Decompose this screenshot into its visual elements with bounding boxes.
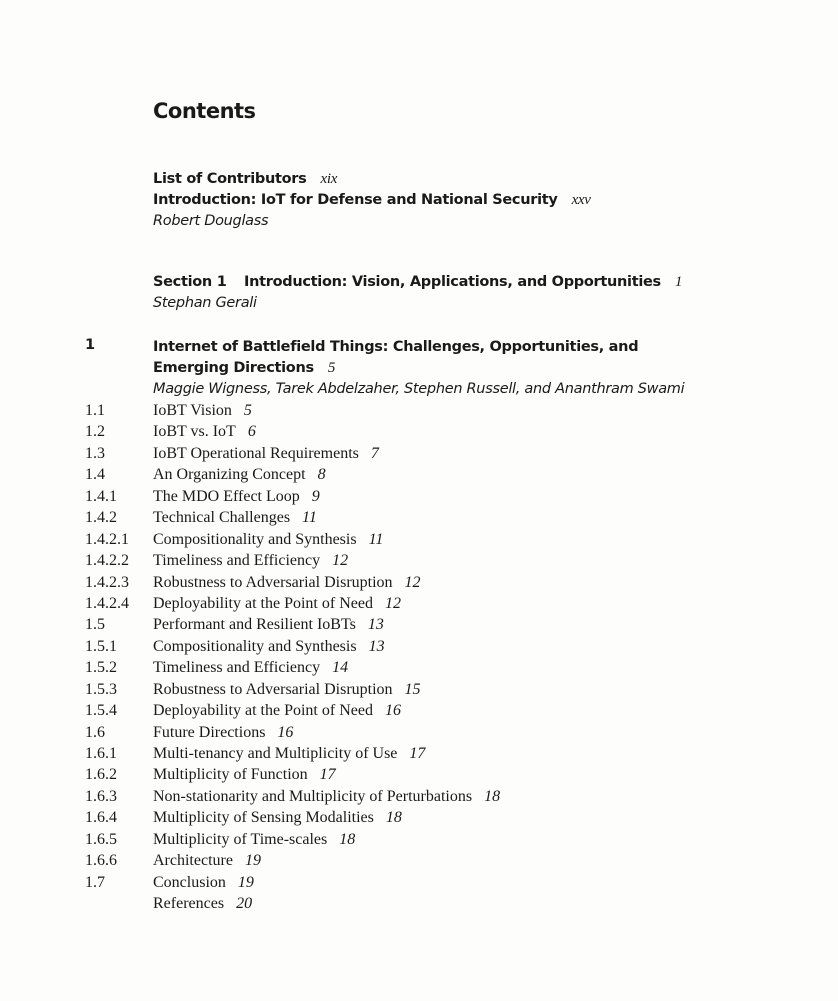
entry-number: 1.4 — [85, 466, 105, 484]
entry-title: Compositionality and Synthesis — [153, 530, 357, 548]
entry-title: Conclusion — [153, 873, 226, 891]
entry-page: 17 — [409, 745, 426, 762]
entry-page: 13 — [368, 637, 385, 655]
entry-title: Timeliness and Efficiency — [153, 552, 321, 570]
section-author: Stephan Gerali — [153, 295, 257, 311]
entry-page: 8 — [317, 466, 326, 484]
entry-title: Future Directions — [153, 723, 266, 741]
entry-title: Compositionality and Synthesis — [153, 637, 357, 655]
entry-title: Multiplicity of Time-scales — [153, 830, 328, 848]
entry-page: 11 — [302, 509, 317, 527]
entry-title: Deployability at the Point of Need — [153, 702, 373, 720]
entry-number: 1.6.6 — [85, 852, 117, 870]
entry-title: Robustness to Adversarial Disruption — [153, 573, 393, 591]
entry-page: 12 — [404, 573, 421, 591]
entry-title: Technical Challenges — [153, 509, 291, 527]
section-page: 1 — [674, 274, 683, 290]
entry-title: Performant and Resilient IoBTs — [153, 616, 356, 634]
entry-title: Multiplicity of Function — [153, 766, 308, 784]
entry-page: 18 — [339, 830, 356, 848]
page-title: Contents — [153, 99, 256, 123]
entry-number: 1.4.2.2 — [85, 552, 129, 570]
entry-title: References — [153, 895, 225, 913]
entry-title: List of Contributors — [153, 171, 307, 187]
entry-title: Robustness to Adversarial Disruption — [153, 680, 393, 698]
entry-page: 16 — [277, 723, 294, 741]
entry-page: 19 — [244, 852, 261, 870]
chapter-title: Internet of Battlefield Things: Challenges, Opportunities, and Emerging Directions — [153, 339, 639, 376]
entry-number: 1.6 — [85, 723, 105, 741]
chapter-heading — [85, 337, 685, 400]
entry-number: 1.6.5 — [85, 830, 117, 848]
front-matter — [153, 169, 591, 232]
entry-page: 5 — [243, 402, 252, 419]
entry-number: 1.2 — [85, 423, 105, 441]
entry-number: 1.1 — [85, 402, 105, 419]
entry-author: Robert Douglass — [153, 213, 269, 229]
section-label: Section 1 — [153, 274, 227, 290]
entry-page: 14 — [332, 659, 349, 677]
entry-number: 1.5.4 — [85, 702, 117, 720]
entry-page: 6 — [247, 423, 256, 441]
entry-page: 12 — [332, 552, 349, 570]
entry-number: 1.4.2.4 — [85, 594, 129, 612]
toc-entry-chapter-1[interactable] — [153, 337, 673, 379]
section-heading — [153, 272, 682, 314]
entry-page: 7 — [370, 444, 379, 462]
toc-entry-section-1[interactable] — [153, 272, 682, 293]
entry-title: The MDO Effect Loop — [153, 487, 300, 505]
entry-page: 15 — [404, 680, 421, 698]
entry-title: IoBT vs. IoT — [153, 423, 236, 441]
entry-number: 1.4.1 — [85, 487, 117, 505]
entry-title: IoBT Operational Requirements — [153, 444, 359, 462]
entry-title: Architecture — [153, 852, 233, 870]
entry-number: 1.6.2 — [85, 766, 117, 784]
entry-number: 1.5.1 — [85, 637, 117, 655]
entry-number: 1.6.1 — [85, 745, 117, 762]
entry-page: xxv — [571, 192, 591, 208]
entry-number: 1.5.2 — [85, 659, 117, 677]
entry-number: 1.4.2 — [85, 509, 117, 527]
entry-number: 1.4.2.3 — [85, 573, 129, 591]
chapter-number: 1 — [85, 337, 96, 353]
entry-page: xix — [320, 171, 338, 187]
toc-entry-contributors[interactable] — [153, 169, 591, 190]
entry-number: 1.5 — [85, 616, 105, 634]
entry-page: 16 — [384, 702, 401, 720]
entry-page: 18 — [385, 809, 402, 827]
chapter-authors: Maggie Wigness, Tarek Abdelzaher, Stephen Russell, and Ananthram Swami — [153, 381, 685, 397]
entry-title: Introduction: IoT for Defense and National Security — [153, 192, 558, 208]
entry-page: 17 — [319, 766, 336, 784]
entry-number: 1.3 — [85, 444, 105, 462]
entry-page: 11 — [368, 530, 384, 548]
section-title: Introduction: Vision, Applications, and Opportunities — [244, 274, 661, 290]
entry-page: 19 — [237, 873, 254, 891]
entry-title: IoBT Vision — [153, 402, 232, 419]
chapter-page: 5 — [327, 360, 336, 376]
entry-page: 18 — [484, 787, 501, 805]
entry-number: 1.7 — [85, 873, 105, 891]
entry-title: Multiplicity of Sensing Modalities — [153, 809, 374, 827]
entry-page: 12 — [384, 594, 401, 612]
entry-number: 1.5.3 — [85, 680, 117, 698]
entry-title: An Organizing Concept — [153, 466, 306, 484]
entry-number: 1.6.4 — [85, 809, 117, 827]
entry-number: 1.4.2.1 — [85, 530, 129, 548]
entry-title: Multi-tenancy and Multiplicity of Use — [153, 745, 398, 762]
toc-entry-introduction[interactable] — [153, 190, 591, 211]
entry-title: Deployability at the Point of Need — [153, 594, 373, 612]
entry-title: Timeliness and Efficiency — [153, 659, 321, 677]
entry-title: Non-stationarity and Multiplicity of Perturbations — [153, 787, 473, 805]
entry-number: 1.6.3 — [85, 787, 117, 805]
entry-page: 20 — [236, 895, 253, 913]
entry-page: 13 — [367, 616, 384, 634]
entry-page: 9 — [311, 487, 320, 505]
